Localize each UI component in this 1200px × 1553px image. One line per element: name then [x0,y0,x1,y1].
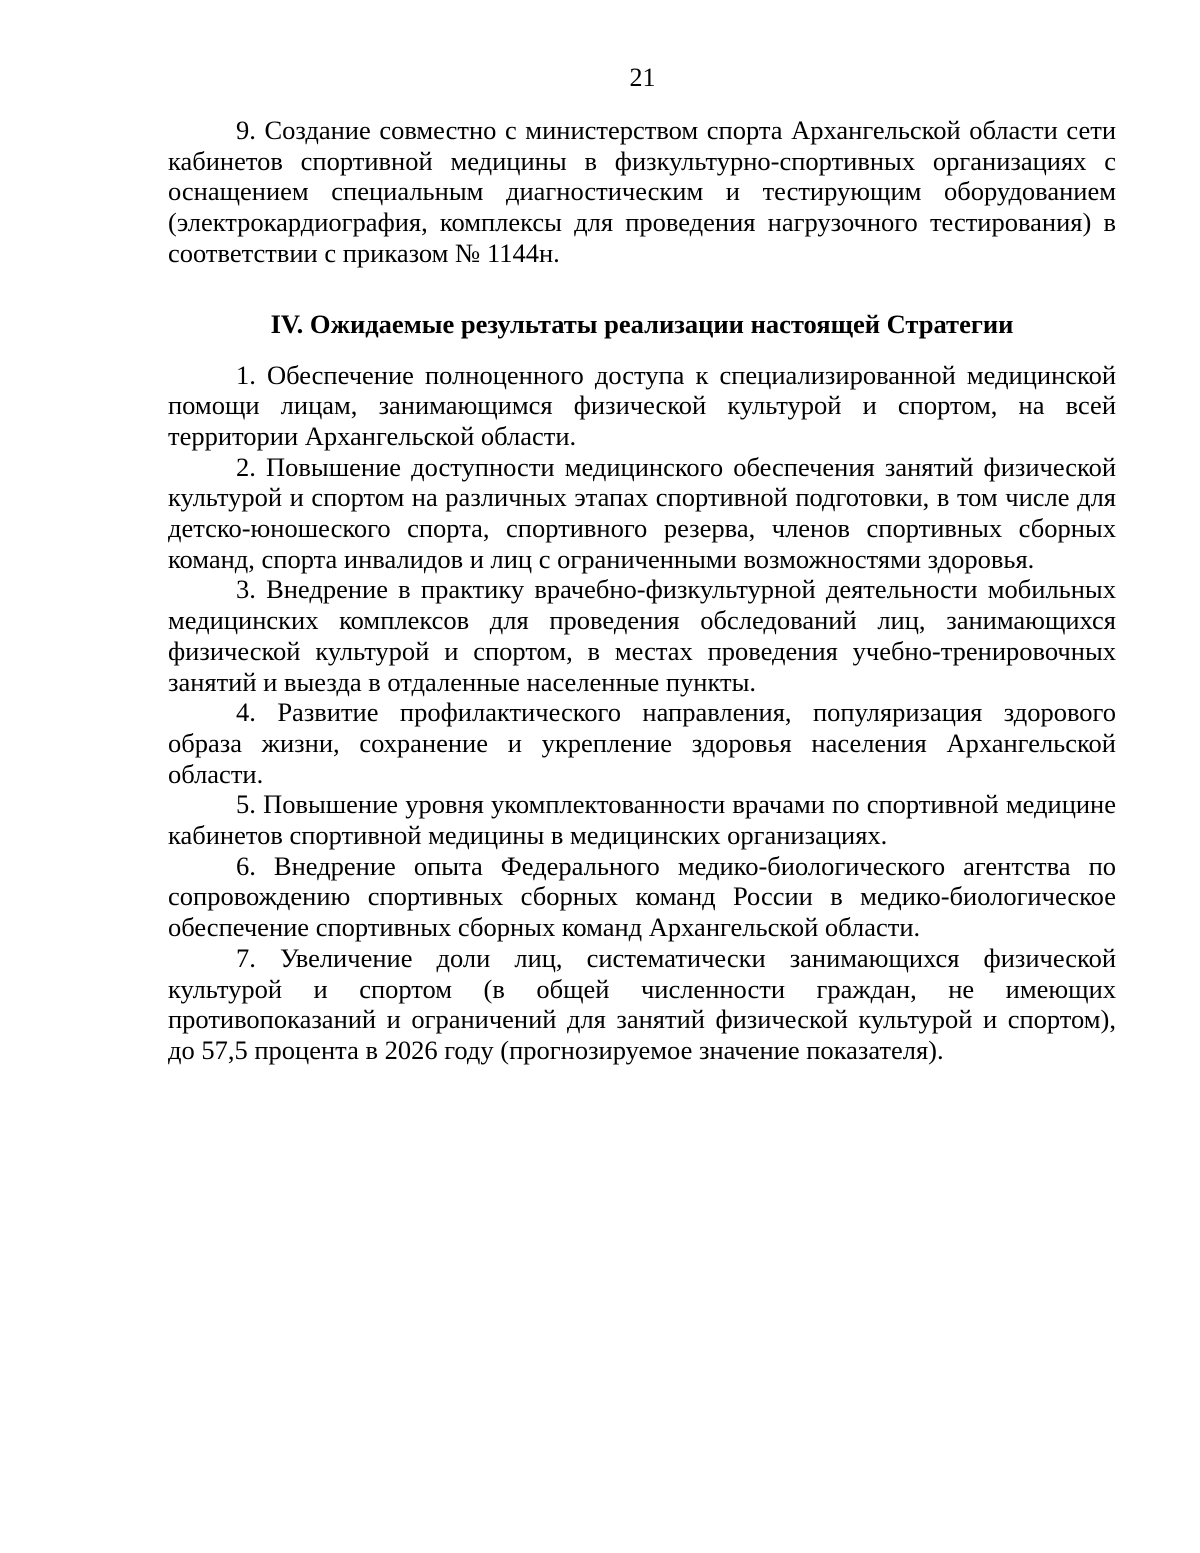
section-heading: IV. Ожидаемые результаты реализации настоящей Стратегии [270,308,1014,339]
page-number: 21 [629,63,656,92]
item-text: Создание совместно с министерством спорта Архангельской области сети кабинетов спортивной медицины в физкультурно-спортивных организациях с оснащением специальным диагностическим и тестирующим оборудованием (электрокардиография, комплексы для проведения нагрузочного тестирования) в соответствии с приказом № 1144н. [168,115,1116,268]
item-number: 2. [236,451,256,482]
item-text: Увеличение доли лиц, систематически занимающихся физической культурой и спортом (в общей численности граждан, не имеющих противопоказаний и ограничений для занятий физической культурой и спортом), до 57,5 процента в 2026 году (прогнозируемое значение показателя). [168,942,1116,1065]
item-number: 5. [236,789,256,820]
item-text: Повышение доступности медицинского обеспечения занятий физической культурой и спортом на различных этапах спортивной подготовки, в том числе для детско-юношеского спорта, спортивного резерва, членов спортивных сборных команд, спорта инвалидов и лиц с ограниченными возможностями здоровья. [168,451,1117,574]
result-item-6 [168,851,1116,943]
result-item-2 [168,452,1116,575]
result-item-4 [168,697,1116,789]
item-number: 4. [236,697,256,728]
item-text: Повышение уровня укомплектованности врачами по спортивной медицине кабинетов спортивной медицины в медицинских организациях. [168,789,1117,851]
item-number: 1. [236,359,256,390]
item-number: 7. [236,942,256,973]
intro-item-9 [168,115,1116,269]
item-text: Обеспечение полноценного доступа к специализированной медицинской помощи лицам, занимающимся физической культурой и спортом, на всей территории Архангельской области. [168,359,1117,451]
item-number: 3. [236,574,256,605]
item-text: Внедрение опыта Федерального медико-биологического агентства по сопровождению спортивных сборных команд России в медико-биологическое обеспечение спортивных сборных команд Архангельской области. [168,850,1116,943]
result-item-5 [168,789,1116,850]
result-item-3 [168,574,1116,697]
item-number: 6. [236,850,256,881]
item-text: Внедрение в практику врачебно-физкультурной деятельности мобильных медицинских комплексов для проведения обследований лиц, занимающихся физической культурой и спортом, в местах проведения учебно-тренировочных занятий и выезда в отдаленные населенные пункты. [168,574,1116,697]
result-item-1 [168,360,1116,452]
document-body [168,115,1116,1066]
item-number: 9. [236,115,256,145]
result-item-7 [168,943,1116,1066]
item-text: Развитие профилактического направления, популяризация здорового образа жизни, сохранение и укрепление здоровья населения Архангельской области. [168,697,1116,789]
